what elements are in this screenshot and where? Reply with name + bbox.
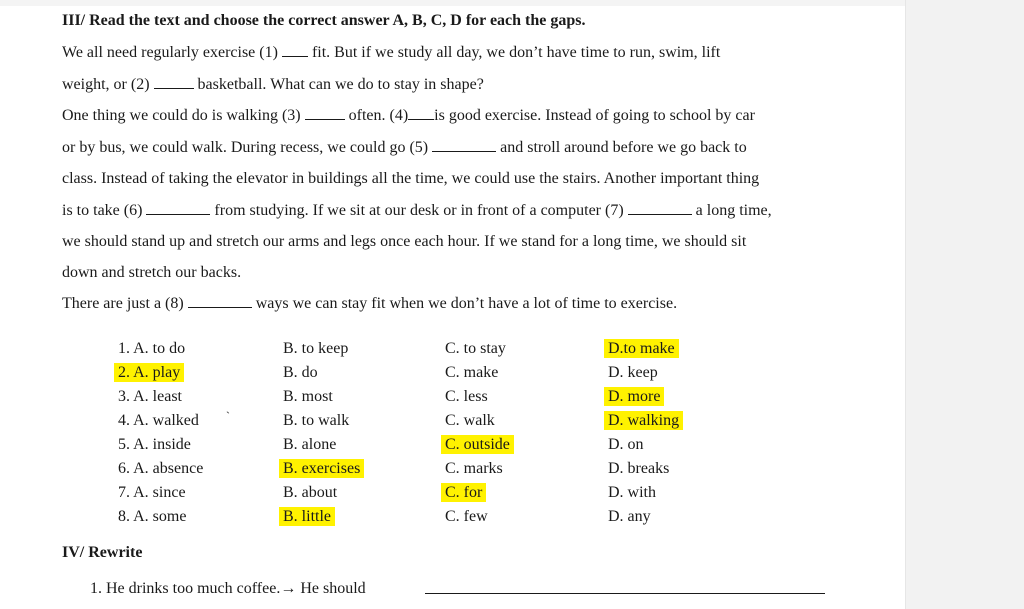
- gap-1: [282, 43, 308, 57]
- option-label: 3. A. least: [118, 388, 182, 405]
- gap-8: [188, 294, 252, 308]
- stray-mark: `: [226, 409, 230, 423]
- option-label: 8. A. some: [118, 508, 187, 525]
- gap-5: [432, 138, 496, 152]
- passage-text: or by bus, we could walk. During recess, we could go (5): [62, 139, 433, 156]
- passage-line-1: [62, 43, 720, 63]
- passage-text: basketball. What can we do to stay in shape?: [193, 76, 484, 93]
- option-label: D.to make: [604, 339, 679, 358]
- option-label: B. little: [279, 507, 335, 526]
- option-label: D. breaks: [608, 460, 670, 477]
- option-2-c[interactable]: [445, 363, 498, 383]
- option-6-c[interactable]: [445, 459, 503, 479]
- passage-line-3: [62, 106, 755, 126]
- passage-line-5: [62, 169, 759, 189]
- option-label: D. walking: [604, 411, 683, 430]
- option-8-b[interactable]: [283, 507, 335, 527]
- option-label: 2. A. play: [114, 363, 184, 382]
- passage-text: fit. But if we study all day, we don’t have time to run, swim, lift: [307, 44, 721, 61]
- option-5-c[interactable]: [445, 435, 514, 455]
- passage-line-8: [62, 263, 241, 283]
- passage-text: class. Instead of taking the elevator in buildings all the time, we could use the stairs. Another important thing: [62, 170, 760, 187]
- rewrite-prompt: 1. He drinks too much coffee.→ He should: [90, 580, 366, 597]
- passage-text: we should stand up and stretch our arms and legs once each hour. If we stand for a long time, we should sit: [62, 233, 747, 250]
- option-7-a[interactable]: [118, 483, 186, 503]
- option-2-d[interactable]: [608, 363, 658, 383]
- option-4-c[interactable]: [445, 411, 495, 431]
- option-label: 4. A. walked: [118, 412, 199, 429]
- passage-text: ways we can stay fit when we don’t have a lot of time to exercise.: [251, 295, 678, 312]
- passage-text: One thing we could do is walking (3): [62, 107, 305, 124]
- option-4-a[interactable]: [118, 411, 199, 431]
- option-7-b[interactable]: [283, 483, 337, 503]
- option-label: B. to keep: [283, 340, 349, 357]
- gap-3: [305, 106, 345, 120]
- option-label: C. for: [441, 483, 486, 502]
- option-label: C. few: [445, 508, 488, 525]
- option-label: C. to stay: [445, 340, 506, 357]
- option-2-b[interactable]: [283, 363, 318, 383]
- option-label: 1. A. to do: [118, 340, 186, 357]
- option-label: C. marks: [445, 460, 503, 477]
- gap-7: [628, 201, 692, 215]
- option-label: B. most: [283, 388, 333, 405]
- option-5-b[interactable]: [283, 435, 336, 455]
- passage-line-4: [62, 138, 747, 158]
- section-3-heading: III/ Read the text and choose the correct answer A, B, C, D for each the gaps.: [62, 12, 586, 29]
- option-3-b[interactable]: [283, 387, 333, 407]
- option-label: C. make: [445, 364, 499, 381]
- gap-2: [154, 75, 194, 89]
- option-1-a[interactable]: [118, 339, 185, 359]
- passage-text: from studying. If we sit at our desk or in front of a computer (7): [210, 202, 628, 219]
- passage-line-6: [62, 201, 772, 221]
- option-1-b[interactable]: [283, 339, 348, 359]
- passage-text: We all need regularly exercise (1): [62, 44, 282, 61]
- rewrite-answer-line[interactable]: [425, 580, 825, 594]
- option-label: D. more: [604, 387, 664, 406]
- option-6-a[interactable]: [118, 459, 203, 479]
- page-margin: [905, 0, 1024, 609]
- passage-text: is to take (6): [62, 202, 147, 219]
- option-label: B. to walk: [283, 412, 350, 429]
- passage-text: down and stretch our backs.: [62, 264, 242, 281]
- option-5-a[interactable]: [118, 435, 191, 455]
- gap-6: [146, 201, 210, 215]
- option-label: 6. A. absence: [118, 460, 204, 477]
- option-7-d[interactable]: [608, 483, 656, 503]
- option-4-b[interactable]: [283, 411, 349, 431]
- option-8-a[interactable]: [118, 507, 186, 527]
- passage-text: and stroll around before we go back to: [496, 139, 747, 156]
- option-label: B. about: [283, 484, 338, 501]
- option-3-d[interactable]: [608, 387, 664, 407]
- option-1-d[interactable]: [608, 339, 679, 359]
- option-label: C. walk: [445, 412, 495, 429]
- option-label: B. alone: [283, 436, 337, 453]
- option-label: B. exercises: [279, 459, 364, 478]
- option-6-b[interactable]: [283, 459, 364, 479]
- passage-text: weight, or (2): [62, 76, 154, 93]
- section-4-heading: IV/ Rewrite: [62, 544, 143, 561]
- rewrite-item-1: [90, 579, 366, 599]
- passage-line-2: [62, 75, 484, 95]
- option-4-d[interactable]: [608, 411, 683, 431]
- option-1-c[interactable]: [445, 339, 506, 359]
- option-8-d[interactable]: [608, 507, 651, 527]
- option-7-c[interactable]: [445, 483, 486, 503]
- passage-line-9: [62, 294, 677, 314]
- passage-text: a long time,: [691, 202, 772, 219]
- option-label: B. do: [283, 364, 318, 381]
- option-label: 5. A. inside: [118, 436, 191, 453]
- option-label: D. on: [608, 436, 644, 453]
- option-8-c[interactable]: [445, 507, 488, 527]
- option-label: C. outside: [441, 435, 514, 454]
- passage-text: There are just a (8): [62, 295, 188, 312]
- option-3-a[interactable]: [118, 387, 182, 407]
- option-label: D. with: [608, 484, 656, 501]
- option-3-c[interactable]: [445, 387, 488, 407]
- top-edge: [0, 0, 905, 6]
- passage-text: is good exercise. Instead of going to school by car: [434, 107, 755, 124]
- option-5-d[interactable]: [608, 435, 644, 455]
- passage-line-7: [62, 232, 746, 252]
- option-2-a[interactable]: [118, 363, 184, 383]
- option-label: C. less: [445, 388, 488, 405]
- option-6-d[interactable]: [608, 459, 669, 479]
- option-label: D. keep: [608, 364, 658, 381]
- passage-text: often. (4): [344, 107, 409, 124]
- option-label: D. any: [608, 508, 651, 525]
- option-label: 7. A. since: [118, 484, 186, 501]
- gap-4: [408, 106, 434, 120]
